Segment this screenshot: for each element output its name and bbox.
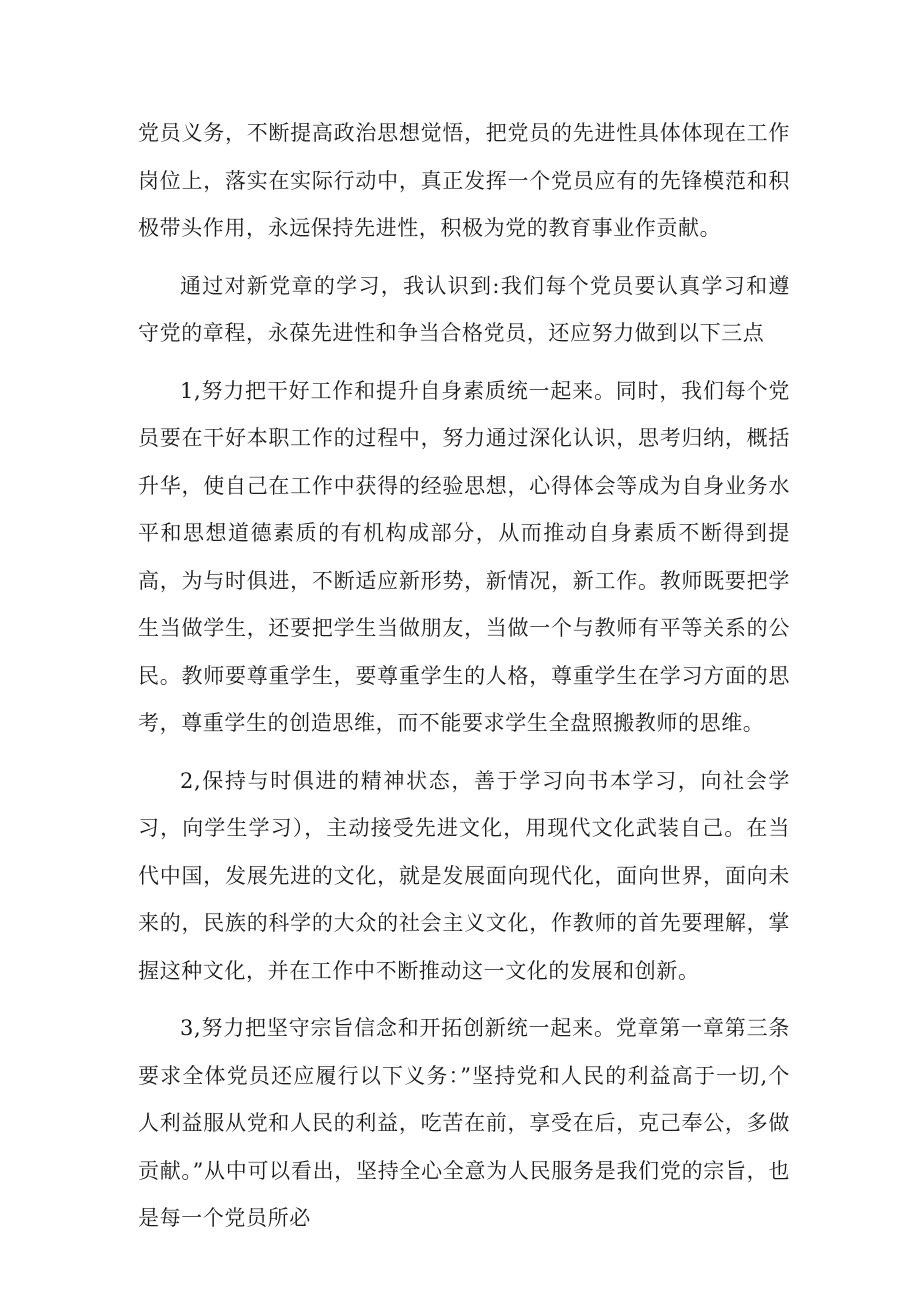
paragraph-2: 通过对新党章的学习，我认识到:我们每个党员要认真学习和遵守党的章程，永葆先进性和争当合格党员，还应努力做到以下三点 [138, 273, 790, 345]
paragraph-1: 党员义务，不断提高政治思想觉悟，把党员的先进性具体体现在工作岗位上，落实在实际行动中，真正发挥一个党员应有的先锋模范和积极带头作用，永远保持先进性，积极为党的教育事业作贡献。 [138, 121, 790, 240]
paragraph-3: 1,努力把干好工作和提升自身素质统一起来。同时，我们每个党员要在干好本职工作的过程中，努力通过深化认识，思考归纳，概括升华，使自己在工作中获得的经验思想，心得体会等成为自身业务水平和思想道德素质的有机构成部分，从而推动自身素质不断得到提高，为与时俱进，不断适应新形势，新情况，新工作。教师既要把学生当做学生，还要把学生当做朋友，当做一个与教师有平等关系的公民。教师要尊重学生，要尊重学生的人格，尊重学生在学习方面的思考，尊重学生的创造思维，而不能要求学生全盘照搬教师的思维。 [138, 378, 790, 735]
document-body [138, 110, 790, 1253]
paragraph-5: 3,努力把坚守宗旨信念和开拓创新统一起来。党章第一章第三条要求全体党员还应履行以下义务：”坚持党和人民的利益高于一切,个人利益服从党和人民的利益，吃苦在前，享受在后，克己奉公，多做贡献。”从中可以看出，坚持全心全意为人民服务是我们党的宗旨，也是每一个党员所必 [138, 1016, 790, 1230]
paragraph-4: 2,保持与时俱进的精神状态，善于学习向书本学习，向社会学习，向学生学习），主动接受先进文化，用现代文化武装自己。在当代中国，发展先进的文化，就是发展面向现代化，面向世界，面向未来的，民族的科学的大众的社会主义文化，作教师的首先要理解，掌握这种文化，并在工作中不断推动这一文化的发展和创新。 [138, 768, 790, 983]
